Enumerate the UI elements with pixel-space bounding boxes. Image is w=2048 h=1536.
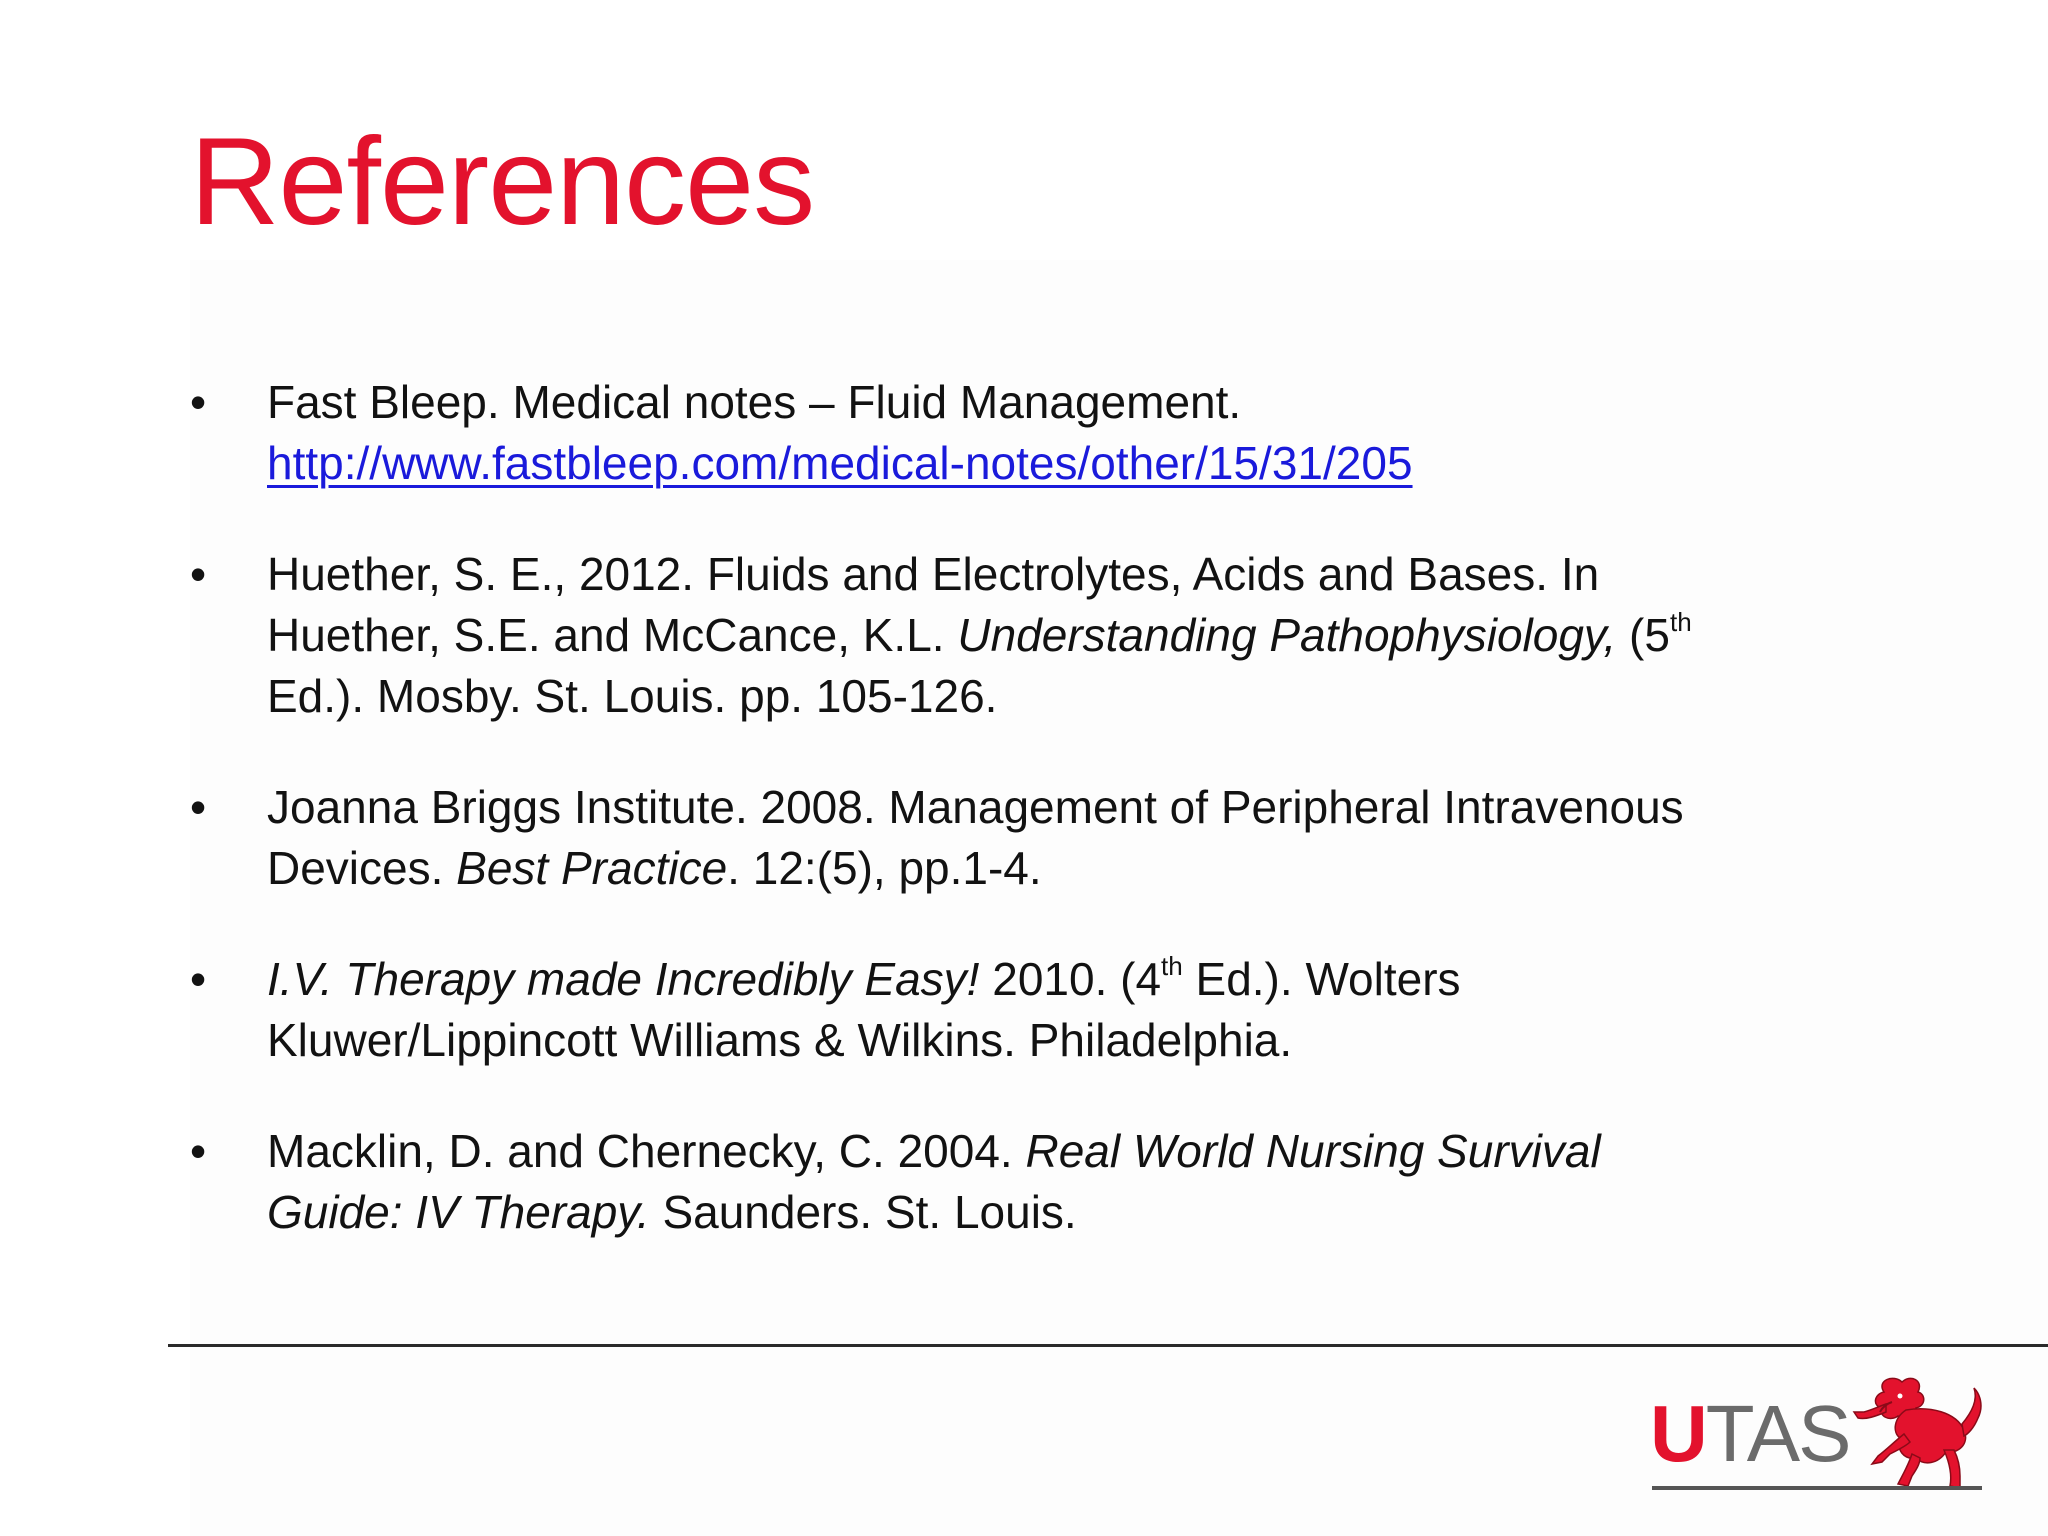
bullet: •: [190, 781, 207, 833]
reference-text-segment: Macklin, D. and Chernecky, C. 2004.: [267, 1125, 1026, 1177]
logo-underline: [1652, 1486, 1982, 1490]
reference-text-segment: . 12:(5), pp.1-4.: [727, 842, 1042, 894]
list-item: [190, 544, 1890, 727]
reference-text: Kluwer/Lippincott Williams & Wilkins. Philadelphia.: [267, 1014, 1293, 1066]
reference-text-segment: Saunders. St. Louis.: [649, 1186, 1077, 1238]
reference-text-segment: Ed.). Wolters: [1182, 953, 1461, 1005]
list-item: [190, 949, 1890, 1071]
bullet: •: [190, 376, 207, 428]
reference-text-segment: 2010. (4: [979, 953, 1162, 1005]
ordinal-superscript: th: [1161, 950, 1183, 981]
list-item: [190, 777, 1890, 899]
reference-title-italic: Best Practice: [456, 842, 728, 894]
ordinal-superscript: th: [1669, 606, 1692, 637]
slide-left-band: [0, 0, 190, 1536]
list-item: [190, 372, 1890, 494]
reference-text: [267, 605, 1890, 666]
reference-text: [267, 1121, 1890, 1182]
reference-text: Ed.). Mosby. St. Louis. pp. 105-126.: [267, 670, 998, 722]
reference-text: Joanna Briggs Institute. 2008. Management of Peripheral Intravenous: [267, 781, 1684, 833]
bullet: •: [190, 953, 207, 1005]
reference-text-segment: Huether, S.E. and McCance, K.L.: [267, 609, 958, 661]
reference-text: [267, 949, 1890, 1010]
lion-crest-icon: [1846, 1372, 1986, 1492]
reference-title-italic: Real World Nursing Survival: [1025, 1125, 1601, 1177]
reference-text-segment: (5: [1616, 609, 1670, 661]
logo-letter-u: U: [1650, 1389, 1706, 1478]
reference-text: [267, 838, 1890, 899]
reference-title-italic: Guide: IV Therapy.: [267, 1186, 650, 1238]
reference-text: Huether, S. E., 2012. Fluids and Electrolytes, Acids and Bases. In: [267, 548, 1600, 600]
list-item: [190, 1121, 1890, 1243]
reference-text-segment: Devices.: [267, 842, 457, 894]
bullet: •: [190, 548, 207, 600]
bullet: •: [190, 1125, 207, 1177]
references-list: [190, 372, 1890, 1293]
page-title: References: [190, 113, 815, 251]
reference-title-italic: Understanding Pathophysiology,: [957, 609, 1617, 661]
logo-wordmark: [1650, 1389, 1850, 1478]
reference-link[interactable]: http://www.fastbleep.com/medical-notes/other/15/31/205: [267, 437, 1413, 489]
utas-logo: [1648, 1376, 1988, 1506]
reference-text: Fast Bleep. Medical notes – Fluid Management.: [267, 376, 1242, 428]
footer-divider: [168, 1344, 2048, 1347]
reference-title-italic: I.V. Therapy made Incredibly Easy!: [267, 953, 980, 1005]
logo-letters-tas: TAS: [1705, 1389, 1850, 1478]
reference-text: [267, 1182, 1890, 1243]
